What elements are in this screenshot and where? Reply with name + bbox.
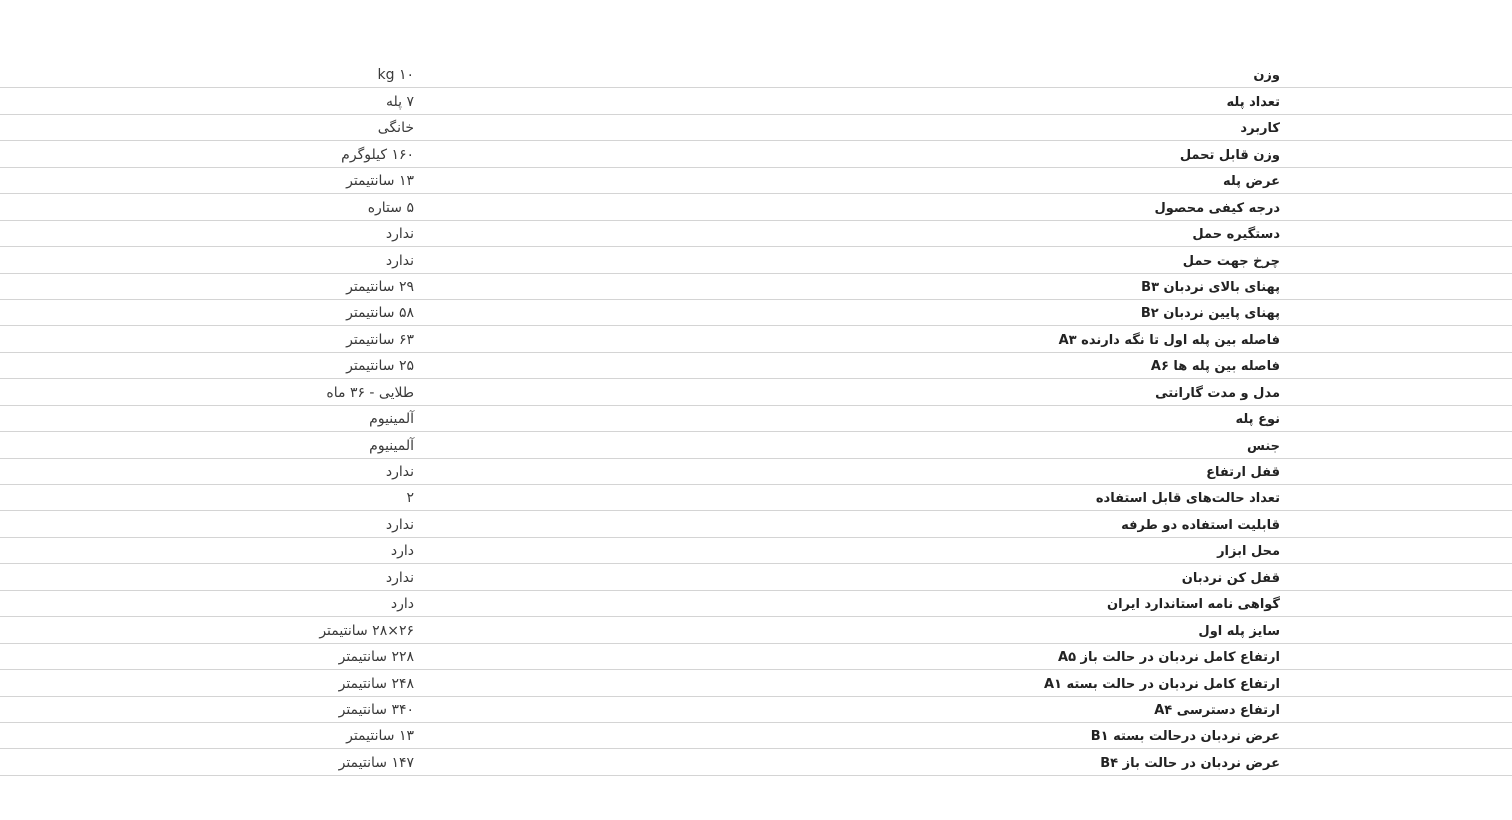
spec-row [0,617,1512,643]
spec-label: وزن قابل تحمل [1179,147,1280,163]
spec-label: ارتفاع کامل نردبان در حالت باز A۵ [1058,650,1280,666]
spec-row [0,326,1512,352]
spec-row [0,168,1512,194]
spec-label: قابلیت استفاده دو طرفه [1121,517,1280,533]
spec-value: ۲۵ سانتیمتر [346,358,414,375]
spec-row [0,644,1512,670]
spec-row [0,723,1512,749]
spec-label: عرض نردبان درحالت بسته B۱ [1090,729,1280,745]
spec-label: سایز پله اول [1198,623,1280,639]
spec-row [0,221,1512,247]
spec-row [0,300,1512,326]
spec-value: طلایی - ۳۶ ماه [326,384,414,401]
spec-row [0,538,1512,564]
spec-label: نوع پله [1235,412,1280,428]
spec-value: ۱۳ سانتیمتر [346,728,414,745]
spec-value: آلمینیوم [369,437,414,454]
spec-label: قفل ارتفاع [1206,465,1280,480]
spec-label: چرخ جهت حمل [1182,253,1280,269]
spec-value: ندارد [385,569,414,586]
spec-value: ۷ پله [385,93,414,110]
spec-label: عرض نردبان در حالت باز B۴ [1100,755,1280,771]
spec-row [0,194,1512,220]
spec-label: محل ابزار [1217,544,1280,560]
spec-label: عرض پله [1222,174,1280,190]
spec-row [0,749,1512,775]
spec-value: ندارد [385,226,414,243]
spec-value: ۱۳ سانتیمتر [346,173,414,190]
spec-label: قفل کن نردبان [1181,570,1280,586]
spec-value: ۱۶۰ کیلوگرم [341,146,414,163]
spec-label: وزن [1253,68,1280,84]
spec-row [0,485,1512,511]
spec-label: فاصله بین پله ها A۶ [1150,359,1280,375]
spec-row [0,564,1512,590]
spec-row [0,115,1512,141]
spec-row [0,62,1512,88]
spec-row [0,274,1512,300]
spec-label: کاربرد [1240,121,1280,137]
spec-value: ندارد [385,252,414,269]
spec-value: ۲۴۸ سانتیمتر [338,675,414,692]
spec-label: پهنای پایین نردبان B۲ [1140,306,1280,322]
spec-row [0,591,1512,617]
spec-row [0,459,1512,485]
spec-row [0,247,1512,273]
spec-label: فاصله بین پله اول تا نگه دارنده A۳ [1058,332,1280,348]
spec-row [0,141,1512,167]
spec-value: ۲ [406,490,414,507]
spec-value: ۳۴۰ سانتیمتر [338,701,414,718]
spec-label: جنس [1246,438,1280,454]
spec-label: درجه کیفی محصول [1154,200,1280,216]
spec-value: ندارد [385,464,414,480]
spec-value: ۵ ستاره [367,199,414,216]
spec-row [0,406,1512,432]
spec-value: ۲۲۸ سانتیمتر [338,649,414,666]
spec-table [0,62,1512,776]
spec-label: ارتفاع کامل نردبان در حالت بسته A۱ [1043,676,1280,692]
spec-row [0,511,1512,537]
spec-value: ۲۶×۲۸ سانتیمتر [319,622,414,639]
spec-row [0,432,1512,458]
spec-value: ۶۳ سانتیمتر [346,331,414,348]
spec-label: ارتفاع دسترسی A۴ [1154,702,1280,718]
spec-label: تعداد حالت‌های قابل استفاده [1095,491,1280,507]
spec-row [0,88,1512,114]
spec-value: kg ۱۰ [377,67,414,84]
spec-label: دستگیره حمل [1192,227,1280,243]
spec-value: ۱۴۷ سانتیمتر [338,754,414,771]
spec-label: تعداد پله [1226,94,1280,110]
spec-value: آلمینیوم [369,411,414,428]
spec-label: گواهی نامه استاندارد ایران [1106,597,1280,613]
spec-row [0,353,1512,379]
spec-value: دارد [390,543,414,560]
spec-value: ندارد [385,516,414,533]
spec-value: ۵۸ سانتیمتر [346,305,414,322]
spec-value: خانگی [377,120,414,137]
spec-row [0,670,1512,696]
spec-row [0,379,1512,405]
spec-value: دارد [390,596,414,613]
spec-value: ۲۹ سانتیمتر [346,278,414,295]
spec-row [0,697,1512,723]
spec-label: پهنای بالای نردبان B۳ [1141,279,1280,295]
spec-label: مدل و مدت گارانتی [1155,385,1280,401]
